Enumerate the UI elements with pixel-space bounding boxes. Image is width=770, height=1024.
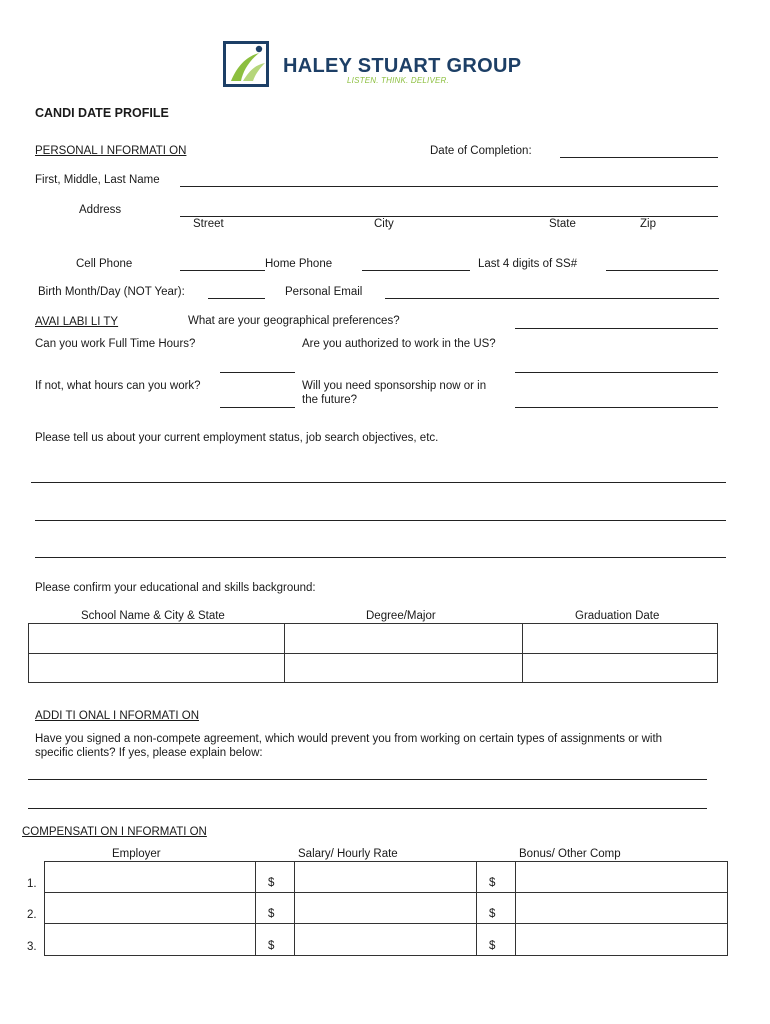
hours-label: If not, what hours can you work? xyxy=(35,380,201,392)
compensation-table xyxy=(44,861,728,956)
salary-cell[interactable] xyxy=(295,893,477,924)
row-number: 2. xyxy=(27,909,37,921)
salary-currency xyxy=(256,893,295,924)
ssn-label: Last 4 digits of SS# xyxy=(478,258,578,270)
form-title: CANDI DATE PROFILE xyxy=(35,106,169,120)
degree-cell[interactable] xyxy=(285,624,523,654)
date-of-completion-field[interactable] xyxy=(560,157,718,158)
name-label: First, Middle, Last Name xyxy=(35,174,160,186)
ssn-field[interactable] xyxy=(606,270,718,271)
employment-line-1[interactable] xyxy=(31,482,726,483)
table-row xyxy=(29,654,718,683)
cell-phone-field[interactable] xyxy=(180,270,265,271)
birth-label: Birth Month/Day (NOT Year): xyxy=(38,286,185,298)
geo-pref-field[interactable] xyxy=(515,328,718,329)
salary-column-header: Salary/ Hourly Rate xyxy=(298,848,398,860)
compensation-heading: COMPENSATI ON I NFORMATI ON xyxy=(22,826,207,838)
employment-line-3[interactable] xyxy=(35,557,726,558)
email-label: Personal Email xyxy=(285,286,363,298)
degree-cell[interactable] xyxy=(285,654,523,683)
dollar-sign: $ xyxy=(268,908,275,920)
home-phone-label: Home Phone xyxy=(265,258,333,270)
salary-currency xyxy=(256,924,295,956)
employment-prompt: Please tell us about your current employment status, job search objectives, etc. xyxy=(35,432,439,444)
additional-info-heading: ADDI TI ONAL I NFORMATI ON xyxy=(35,710,199,722)
employer-cell[interactable] xyxy=(45,924,256,956)
education-prompt: Please confirm your educational and skills background: xyxy=(35,582,316,594)
dollar-sign: $ xyxy=(489,940,496,952)
noncompete-question-line1: Have you signed a non-compete agreement, which would prevent you from working on certain types of assignments or with xyxy=(35,733,663,745)
table-row xyxy=(29,624,718,654)
noncompete-line-2[interactable] xyxy=(28,808,707,809)
email-field[interactable] xyxy=(385,298,719,299)
logo-mark-icon xyxy=(223,41,269,87)
sponsorship-field[interactable] xyxy=(515,407,718,408)
address-label: Address xyxy=(79,204,122,216)
employment-line-2[interactable] xyxy=(35,520,726,521)
birth-field[interactable] xyxy=(208,298,265,299)
bonus-cell[interactable] xyxy=(516,862,728,893)
street-label: Street xyxy=(193,218,224,230)
address-field[interactable] xyxy=(180,216,718,217)
graduation-cell[interactable] xyxy=(523,624,718,654)
sponsorship-label-line2: the future? xyxy=(302,394,357,406)
zip-label: Zip xyxy=(640,218,656,230)
school-cell[interactable] xyxy=(29,624,285,654)
noncompete-question-line2: specific clients? If yes, please explain below: xyxy=(35,747,263,759)
dollar-sign: $ xyxy=(489,877,496,889)
salary-cell[interactable] xyxy=(295,924,477,956)
sponsorship-label-line1: Will you need sponsorship now or in xyxy=(302,380,487,392)
personal-info-heading: PERSONAL I NFORMATI ON xyxy=(35,145,187,157)
name-field[interactable] xyxy=(180,186,718,187)
row-number: 1. xyxy=(27,878,37,890)
school-column-header: School Name & City & State xyxy=(81,610,225,622)
hours-field[interactable] xyxy=(220,407,295,408)
authorized-label: Are you authorized to work in the US? xyxy=(302,338,496,350)
cell-phone-label: Cell Phone xyxy=(76,258,133,270)
graduation-cell[interactable] xyxy=(523,654,718,683)
state-label: State xyxy=(549,218,576,230)
dollar-sign: $ xyxy=(268,940,275,952)
brand-name: HALEY STUART GROUP xyxy=(283,55,522,77)
salary-currency xyxy=(256,862,295,893)
row-number: 3. xyxy=(27,941,37,953)
salary-cell[interactable] xyxy=(295,862,477,893)
table-row xyxy=(45,924,728,956)
dollar-sign: $ xyxy=(268,877,275,889)
availability-heading: AVAI LABI LI TY xyxy=(35,316,119,328)
brand-tagline: LISTEN. THINK. DELIVER. xyxy=(347,76,449,85)
bonus-cell[interactable] xyxy=(516,893,728,924)
employer-cell[interactable] xyxy=(45,893,256,924)
city-label: City xyxy=(374,218,394,230)
home-phone-field[interactable] xyxy=(362,270,470,271)
bonus-currency xyxy=(477,893,516,924)
school-cell[interactable] xyxy=(29,654,285,683)
education-table xyxy=(28,623,718,683)
authorized-field[interactable] xyxy=(515,372,718,373)
table-row xyxy=(45,893,728,924)
employer-column-header: Employer xyxy=(112,848,161,860)
employer-cell[interactable] xyxy=(45,862,256,893)
bonus-currency xyxy=(477,924,516,956)
bonus-cell[interactable] xyxy=(516,924,728,956)
degree-column-header: Degree/Major xyxy=(366,610,436,622)
noncompete-line-1[interactable] xyxy=(28,779,707,780)
graduation-column-header: Graduation Date xyxy=(575,610,660,622)
fulltime-label: Can you work Full Time Hours? xyxy=(35,338,196,350)
bonus-column-header: Bonus/ Other Comp xyxy=(519,848,621,860)
dollar-sign: $ xyxy=(489,908,496,920)
table-row xyxy=(45,862,728,893)
date-of-completion-label: Date of Completion: xyxy=(430,145,532,157)
fulltime-field[interactable] xyxy=(220,372,295,373)
bonus-currency xyxy=(477,862,516,893)
geo-pref-label: What are your geographical preferences? xyxy=(188,315,400,327)
